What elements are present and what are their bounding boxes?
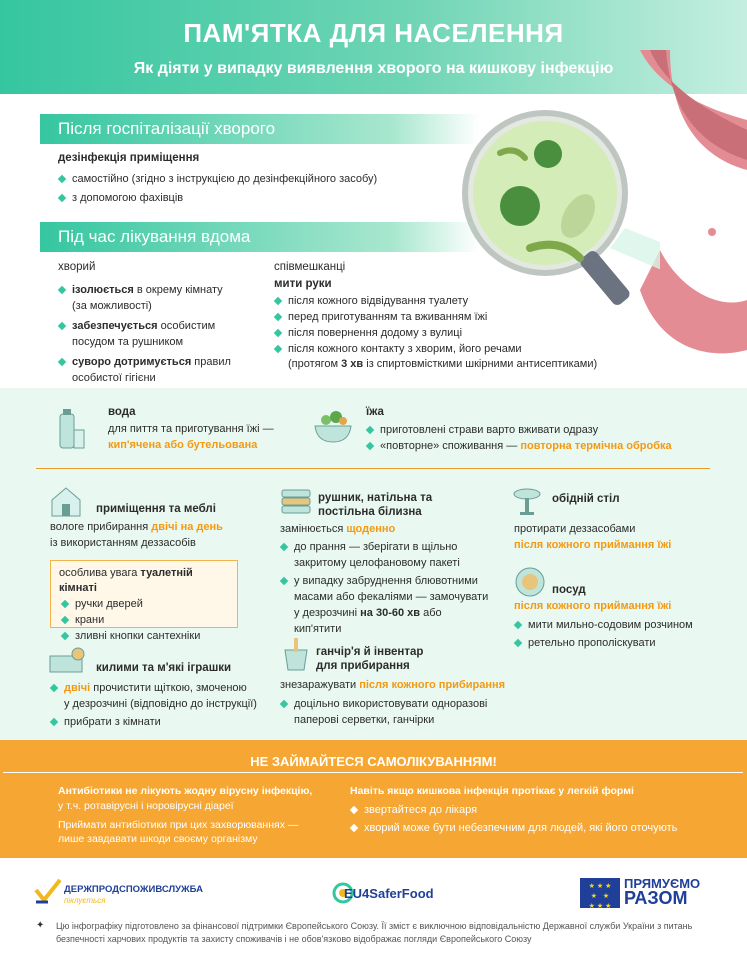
- salad-bowl-icon: [312, 406, 354, 446]
- dpss-logo: ДЕРЖПРОДСПОЖИВСЛУЖБА: [64, 884, 203, 895]
- list-item: перед приготуванням та вживанням їжі: [272, 309, 522, 325]
- list-item: ретельно прополіскувати: [512, 635, 693, 651]
- table-title: обідній стіл: [552, 493, 620, 505]
- list-item: після повернення додому з вулиці: [272, 325, 522, 341]
- dishes-list: [512, 617, 693, 651]
- list-item: забезпечується особистим посудом та рушником: [56, 318, 231, 350]
- dishes-highlight: після кожного приймання їжі: [514, 600, 672, 612]
- patient-list: [56, 282, 231, 386]
- hygiene-section: [0, 388, 747, 740]
- mild-form-text: Навіть якщо кишкова інфекція протікає у легкій формі: [350, 785, 634, 797]
- rooms-title: приміщення та меблі: [96, 503, 216, 515]
- disclaimer: Цю інфографіку підготовлено за фінансової підтримки Європейського Союзу. Її зміст є виключною відповідальністю Державної служби України з питань безпечності харчових продуктів та захисту споживачів і не обов'язково відображає погляди Європейського Союзу: [56, 921, 693, 944]
- toilet-attention-box: особлива увага туалетній кімнаті ручки дверей крани зливні кнопки сантехніки: [50, 560, 238, 628]
- carpet-toy-icon: [48, 646, 88, 676]
- magnifier-bacteria-icon: [460, 108, 660, 318]
- water-text: для пиття та приготування їжі —: [108, 423, 274, 435]
- list-item: прибрати з кімнати: [48, 714, 257, 730]
- roommates-label: співмешканці: [274, 261, 346, 273]
- water-title: вода: [108, 406, 136, 418]
- carpets-list: [48, 680, 257, 730]
- food-title: їжа: [366, 406, 384, 418]
- list-item: доцільно використовувати одноразові паперові серветки, ганчірки: [278, 696, 487, 728]
- water-bottle-icon: [52, 408, 86, 450]
- food-list: [364, 422, 672, 454]
- house-cleaning-icon: [48, 484, 84, 518]
- disinfection-heading: дезінфекція приміщення: [58, 152, 200, 164]
- page-title: ПАМ'ЯТКА ДЛЯ НАСЕЛЕННЯ: [183, 18, 564, 48]
- section-banner-home: Під час лікування вдома: [40, 222, 480, 252]
- table-highlight: після кожного приймання їжі: [514, 539, 672, 551]
- carpets-title: килими та м'які іграшки: [96, 662, 232, 674]
- list-item: до прання — зберігати в щільно закритому целофановому пакеті: [278, 539, 488, 571]
- antibiotics-text: Антибіотики не лікують жодну вірусну інфекцію, у т.ч. ротавірусні і норовірусні діареї Приймати антибіотики при цих захворюваннях — лише завдавати шкоди своєму організму: [58, 785, 313, 845]
- rags-list: [278, 696, 487, 728]
- section-banner-hospital: Після госпіталізації хворого: [40, 114, 480, 144]
- list-item: ручки дверей: [59, 596, 229, 612]
- list-item: у випадку забруднення блювотними масами або фекаліями — замочувати у дезрозчині на 30-60 хв або кип'ятити: [278, 573, 488, 637]
- rooms-text-2: із використанням деззасобів: [50, 537, 196, 549]
- dining-table-icon: [512, 486, 542, 516]
- plate-icon: [514, 566, 546, 598]
- dpss-logo-sub: піклується: [64, 896, 106, 905]
- list-item: мити мильно-содовим розчином: [512, 617, 693, 633]
- towels-title: рушник, натільна та постільна білизна: [318, 492, 433, 518]
- divider: [36, 468, 710, 469]
- toilet-list: [59, 596, 229, 644]
- rooms-text: вологе прибирання двічі на день: [50, 521, 223, 533]
- towels-list: [278, 539, 488, 637]
- wash-hands-list: [272, 293, 522, 357]
- cleaning-bucket-icon: [280, 638, 312, 672]
- eu4saferfood-logo: EU4SaferFood: [344, 886, 434, 901]
- list-item: з допомогою фахівців: [56, 190, 377, 206]
- table-text: протирати деззасобами: [514, 523, 636, 535]
- info-icon: ✦: [36, 920, 45, 931]
- page-subtitle: Як діяти у випадку виявлення хворого на кишкову інфекцію: [133, 60, 614, 77]
- antiseptic-note: (протягом 3 хв із спиртовмісткими шкірними антисептиками): [288, 358, 598, 370]
- list-item: крани: [59, 612, 229, 628]
- list-item: суворо дотримується правил особистої гігієни: [56, 354, 231, 386]
- list-item: самостійно (згідно з інструкцією до дезінфекційного засобу): [56, 171, 377, 187]
- dishes-title: посуд: [552, 584, 586, 596]
- towels-text: замінюється щоденно: [280, 523, 396, 535]
- checkmark-logo-icon: [34, 878, 62, 904]
- water-highlight: кип'ячена або бутельована: [108, 439, 258, 451]
- list-item: зливні кнопки сантехніки: [59, 628, 229, 644]
- list-item: приготовлені страви варто вживати одразу: [364, 422, 672, 438]
- list-item: ізолюється в окрему кімнату (за можливості): [56, 282, 231, 314]
- list-item: після кожного відвідування туалету: [272, 293, 522, 309]
- eu-flag-icon: ★ ★ ★ ★ ★ ★ ★ ★: [580, 878, 620, 908]
- patient-label: хворий: [58, 261, 96, 273]
- rags-title: ганчір'я й інвентар для прибирання: [316, 646, 424, 672]
- towels-icon: [280, 486, 312, 516]
- list-item: «повторне» споживання — повторна термічна обробка: [364, 438, 672, 454]
- rags-text: знезаражувати після кожного прибирання: [280, 679, 506, 691]
- disinfection-list: [56, 171, 377, 206]
- wash-hands-heading: мити руки: [274, 278, 332, 290]
- divider: [3, 772, 743, 773]
- warning-title: НЕ ЗАЙМАЙТЕСЯ САМОЛІКУВАННЯМ!: [250, 754, 497, 769]
- list-item: хворий може бути небезпечним для людей, які його оточують: [348, 820, 677, 836]
- mild-form-list: [348, 802, 677, 836]
- list-item: після кожного контакту з хворим, його речами: [272, 341, 522, 357]
- list-item: звертайтеся до лікаря: [348, 802, 677, 818]
- together-logo: ПРЯМУЄМО РАЗОМ: [624, 876, 701, 908]
- warning-section: [0, 740, 747, 858]
- list-item: двічі прочистити щіткою, змоченою у дезрозчині (відповідно до інструкції): [48, 680, 257, 712]
